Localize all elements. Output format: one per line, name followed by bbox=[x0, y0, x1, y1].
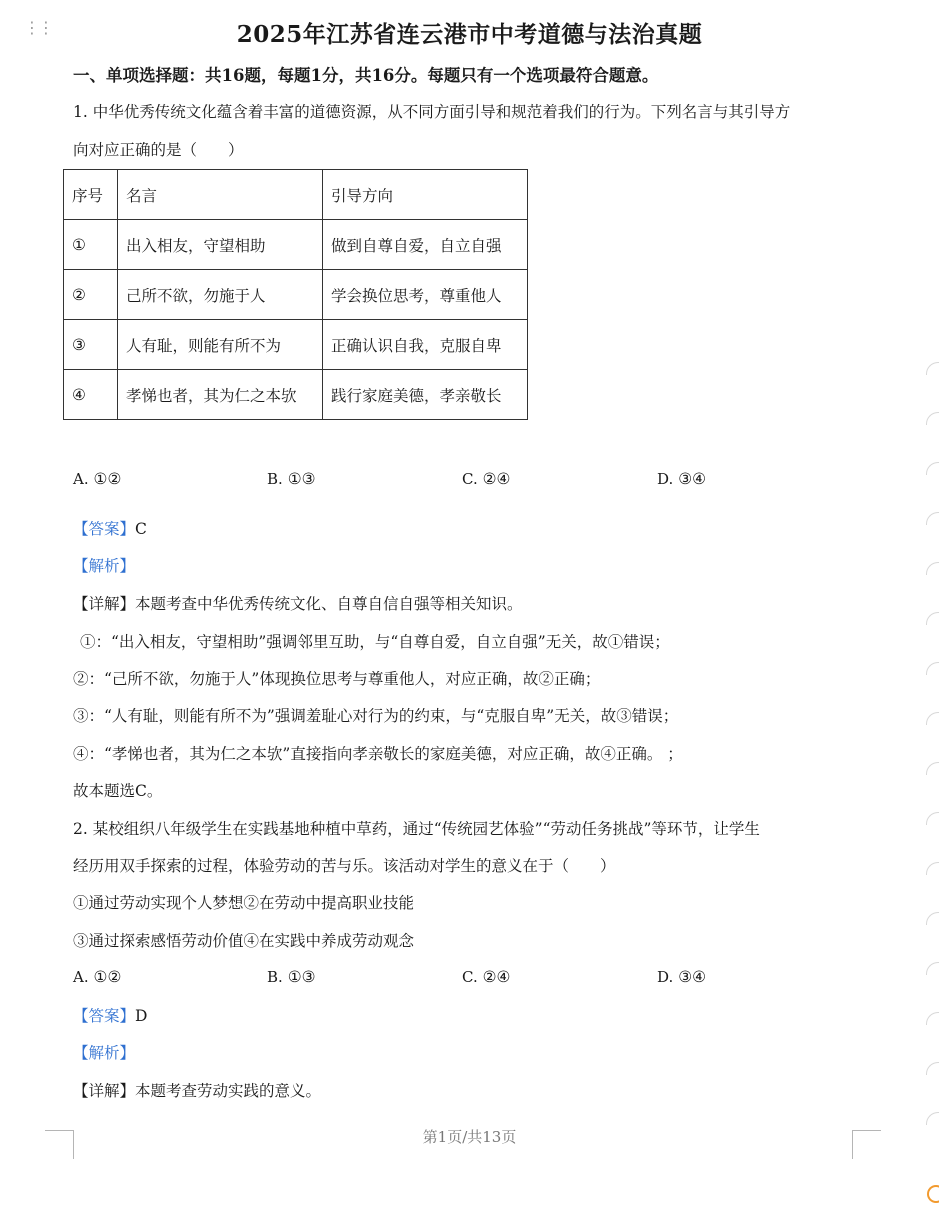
option-letter: D. bbox=[657, 470, 674, 488]
table-cell: 孝悌也者，其为仁之本欤 bbox=[118, 370, 323, 420]
table-cell: ③ bbox=[64, 320, 118, 370]
edge-marker bbox=[926, 862, 939, 875]
option-text: ②④ bbox=[482, 470, 511, 488]
q1-option-a bbox=[73, 470, 121, 488]
page-indicator: 第1页/共13页 bbox=[422, 1128, 517, 1146]
q1-stem-line1: 1. 中华优秀传统文化蕴含着丰富的道德资源，从不同方面引导和规范着我们的行为。下列名言与其引导方 bbox=[73, 103, 791, 121]
edge-marker bbox=[926, 512, 939, 525]
option-letter: D. bbox=[657, 968, 674, 986]
answer-value: C bbox=[135, 520, 147, 538]
table-header-cell: 序号 bbox=[64, 170, 118, 220]
option-text: ①② bbox=[93, 470, 122, 488]
table-header-cell: 引导方向 bbox=[323, 170, 528, 220]
q2-option-c bbox=[462, 968, 510, 986]
q2-statements-line1: ①通过劳动实现个人梦想②在劳动中提高职业技能 bbox=[73, 894, 415, 912]
table-cell: 践行家庭美德，孝亲敬长 bbox=[323, 370, 528, 420]
drag-handle-icon[interactable]: ⋮⋮ bbox=[24, 18, 52, 37]
table-cell: ④ bbox=[64, 370, 118, 420]
analysis-label: 【解析】 bbox=[73, 1044, 136, 1062]
q2-statements-line2: ③通过探索感悟劳动价值④在实践中养成劳动观念 bbox=[73, 932, 415, 950]
edge-marker bbox=[926, 612, 939, 625]
q1-detail-line: ①：“出入相友，守望相助”强调邻里互助，与“自尊自爱，自立自强”无关，故①错误； bbox=[80, 633, 670, 651]
table-cell: 人有耻，则能有所不为 bbox=[118, 320, 323, 370]
q2-detail-line bbox=[73, 1081, 321, 1101]
edge-marker bbox=[926, 962, 939, 975]
section-header: 一、单项选择题：共16题，每题1分，共16分。每题只有一个选项最符合题意。 bbox=[73, 66, 659, 85]
table-cell: 出入相友，守望相助 bbox=[118, 220, 323, 270]
table-cell: 正确认识自我，克服自卑 bbox=[323, 320, 528, 370]
q1-stem-line2: 向对应正确的是（ ） bbox=[73, 141, 244, 159]
q2-option-a bbox=[73, 968, 121, 986]
table-cell: ② bbox=[64, 270, 118, 320]
edge-marker bbox=[926, 912, 939, 925]
q1-option-d bbox=[657, 470, 706, 488]
q2-option-d bbox=[657, 968, 706, 986]
option-text: ①③ bbox=[287, 968, 316, 986]
option-text: ③④ bbox=[678, 968, 706, 986]
analysis-label: 【解析】 bbox=[73, 557, 136, 575]
answer-label: 【答案】 bbox=[73, 1007, 136, 1025]
detail-text: 本题考查劳动实践的意义。 bbox=[135, 1082, 322, 1100]
edge-marker bbox=[926, 462, 939, 475]
option-letter: B. bbox=[267, 968, 283, 986]
q1-detail-line: ②：“己所不欲，勿施于人”体现换位思考与尊重他人，对应正确，故②正确； bbox=[73, 670, 601, 688]
edge-marker bbox=[926, 562, 939, 575]
detail-text: 本题考查中华优秀传统文化、自尊自信自强等相关知识。 bbox=[135, 595, 523, 613]
q2-answer bbox=[73, 1006, 147, 1026]
table-row bbox=[64, 270, 528, 320]
option-text: ③④ bbox=[678, 470, 706, 488]
q1-option-c bbox=[462, 470, 510, 488]
table-header-cell: 名言 bbox=[118, 170, 323, 220]
option-letter: C. bbox=[462, 470, 478, 488]
edge-marker bbox=[926, 1112, 939, 1125]
answer-value: D bbox=[135, 1007, 148, 1025]
edge-marker bbox=[926, 362, 939, 375]
q1-detail-line bbox=[73, 594, 523, 614]
option-letter: A. bbox=[73, 968, 89, 986]
table-row bbox=[64, 320, 528, 370]
detail-label: 【详解】 bbox=[73, 1082, 136, 1100]
option-letter: C. bbox=[462, 968, 478, 986]
answer-label: 【答案】 bbox=[73, 520, 136, 538]
table-header-row bbox=[64, 170, 528, 220]
q1-analysis bbox=[73, 556, 135, 576]
q1-answer bbox=[73, 519, 147, 539]
q1-table bbox=[63, 169, 528, 420]
q2-analysis bbox=[73, 1043, 135, 1063]
table-cell: ① bbox=[64, 220, 118, 270]
q2-stem-line2: 经历用双手探索的过程，体验劳动的苦与乐。该活动对学生的意义在于（ ） bbox=[73, 857, 616, 875]
option-text: ①② bbox=[93, 968, 122, 986]
table-row bbox=[64, 370, 528, 420]
edge-marker bbox=[926, 712, 939, 725]
option-text: ①③ bbox=[287, 470, 316, 488]
edge-marker bbox=[926, 762, 939, 775]
edge-marker bbox=[926, 412, 939, 425]
q1-detail-line: ④：“孝悌也者，其为仁之本欤”直接指向孝亲敬长的家庭美德，对应正确，故④正确。 ； bbox=[73, 745, 683, 763]
detail-label: 【详解】 bbox=[73, 595, 136, 613]
edge-marker bbox=[926, 1012, 939, 1025]
q2-option-b bbox=[267, 968, 316, 986]
table-row bbox=[64, 220, 528, 270]
document-title: 2025年江苏省连云港市中考道德与法治真题 bbox=[236, 21, 703, 48]
edge-marker bbox=[926, 662, 939, 675]
q1-conclusion: 故本题选C。 bbox=[73, 782, 163, 800]
edge-marker bbox=[926, 1062, 939, 1075]
q2-stem-line1: 2. 某校组织八年级学生在实践基地种植中草药，通过“传统园艺体验”“劳动任务挑战”等环节，让学生 bbox=[73, 820, 760, 838]
table-cell: 学会换位思考，尊重他人 bbox=[323, 270, 528, 320]
option-letter: A. bbox=[73, 470, 89, 488]
q1-option-b bbox=[267, 470, 316, 488]
option-text: ②④ bbox=[482, 968, 511, 986]
option-letter: B. bbox=[267, 470, 283, 488]
q1-detail-line: ③：“人有耻，则能有所不为”强调羞耻心对行为的约束，与“克服自卑”无关，故③错误； bbox=[73, 707, 679, 725]
table-cell: 己所不欲，勿施于人 bbox=[118, 270, 323, 320]
edge-marker bbox=[926, 812, 939, 825]
table-cell: 做到自尊自爱，自立自强 bbox=[323, 220, 528, 270]
assistant-icon[interactable] bbox=[927, 1185, 939, 1203]
